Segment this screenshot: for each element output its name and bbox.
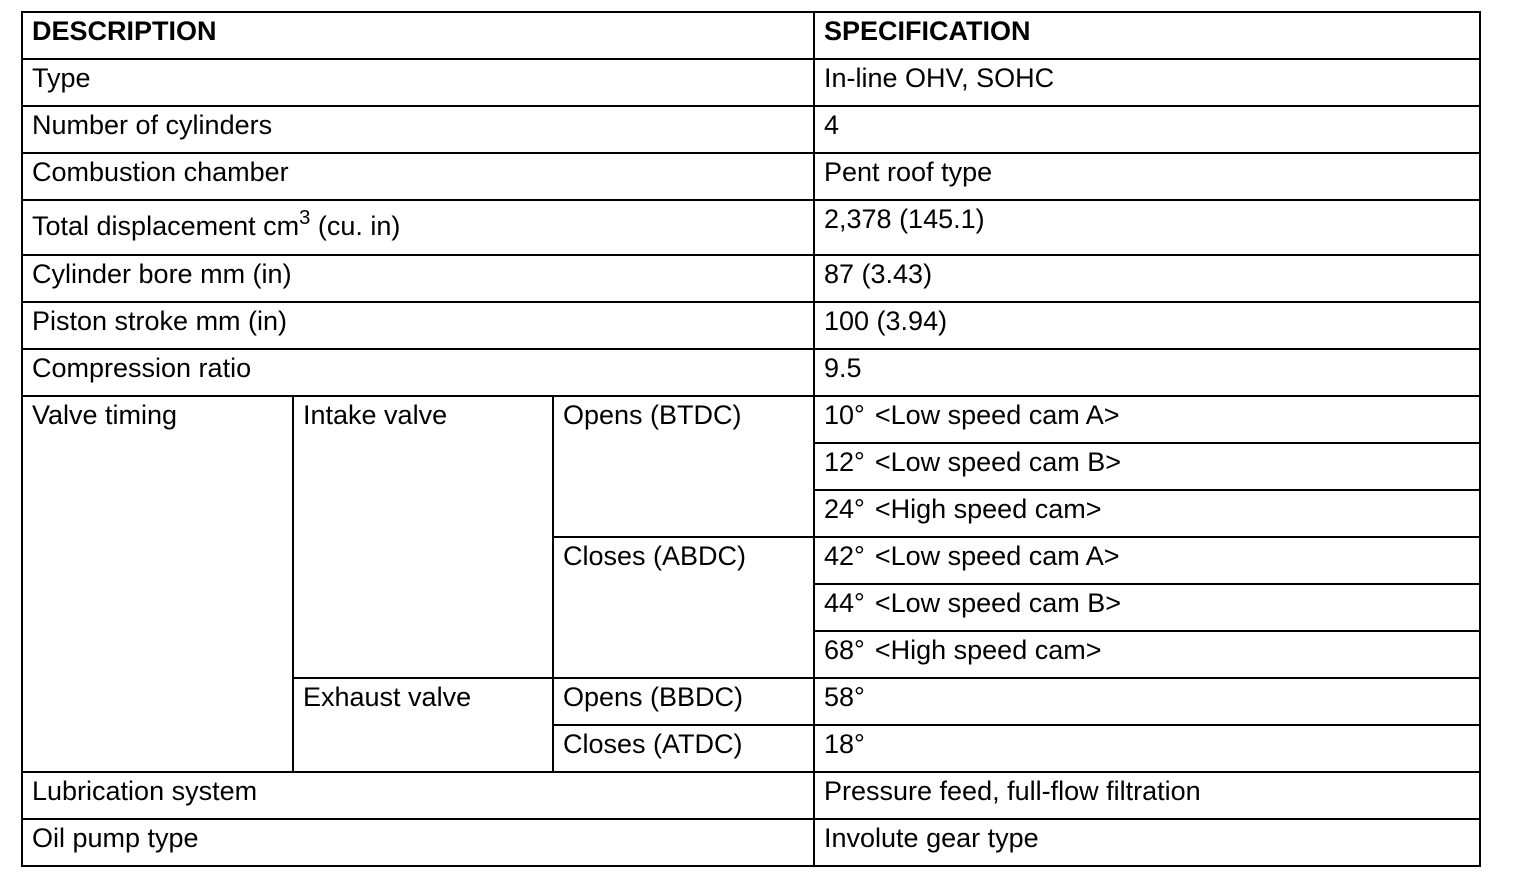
intake-closes-value [814,584,1480,631]
degree-value: 12° [824,447,865,477]
degree-value: 44° [824,588,865,618]
intake-closes-value [814,537,1480,584]
table-row [22,772,1480,819]
table-header-row [22,12,1480,59]
intake-opens-value [814,490,1480,537]
row-value-combustion: Pent roof type [814,153,1480,200]
displacement-label-superscript: 3 [299,206,311,229]
intake-closes-label: Closes (ABDC) [553,537,814,678]
row-label-stroke: Piston stroke mm (in) [22,302,814,349]
table-row [22,153,1480,200]
exhaust-closes-value: 18° [814,725,1480,772]
intake-opens-value [814,396,1480,443]
table-row [22,255,1480,302]
table-row [22,59,1480,106]
row-label-combustion: Combustion chamber [22,153,814,200]
exhaust-opens-value: 58° [814,678,1480,725]
cam-note: <Low speed cam A> [874,541,1120,571]
row-value-displacement: 2,378 (145.1) [814,200,1480,255]
table-row [22,106,1480,153]
row-label-type: Type [22,59,814,106]
table-row [22,819,1480,866]
table-row [22,200,1480,255]
header-description: DESCRIPTION [22,12,814,59]
cam-note: <Low speed cam A> [874,400,1120,430]
row-label-oil-pump: Oil pump type [22,819,814,866]
intake-valve-label: Intake valve [293,396,553,678]
intake-opens-label: Opens (BTDC) [553,396,814,537]
degree-value: 10° [824,400,865,430]
row-value-type: In-line OHV, SOHC [814,59,1480,106]
table-row [22,302,1480,349]
exhaust-closes-label: Closes (ATDC) [553,725,814,772]
table-row [22,349,1480,396]
displacement-label-unit: (cu. in) [310,211,401,241]
degree-value: 42° [824,541,865,571]
cam-note: <Low speed cam B> [874,447,1121,477]
intake-closes-value [814,631,1480,678]
row-value-cylinders: 4 [814,106,1480,153]
cam-note: <High speed cam> [874,635,1102,665]
row-value-lubrication: Pressure feed, full-flow filtration [814,772,1480,819]
displacement-label-text: Total displacement cm [32,211,300,241]
row-label-compression: Compression ratio [22,349,814,396]
table-row [22,396,1480,443]
valve-timing-label: Valve timing [22,396,293,772]
row-value-oil-pump: Involute gear type [814,819,1480,866]
row-label-bore: Cylinder bore mm (in) [22,255,814,302]
row-label-cylinders: Number of cylinders [22,106,814,153]
engine-spec-table [21,11,1481,867]
degree-value: 68° [824,635,865,665]
cam-note: <Low speed cam B> [874,588,1121,618]
row-value-bore: 87 (3.43) [814,255,1480,302]
degree-value: 24° [824,494,865,524]
row-label-lubrication: Lubrication system [22,772,814,819]
cam-note: <High speed cam> [874,494,1102,524]
row-value-compression: 9.5 [814,349,1480,396]
exhaust-valve-label: Exhaust valve [293,678,553,772]
exhaust-opens-label: Opens (BBDC) [553,678,814,725]
row-label-displacement [22,200,814,255]
header-specification: SPECIFICATION [814,12,1480,59]
row-value-stroke: 100 (3.94) [814,302,1480,349]
intake-opens-value [814,443,1480,490]
